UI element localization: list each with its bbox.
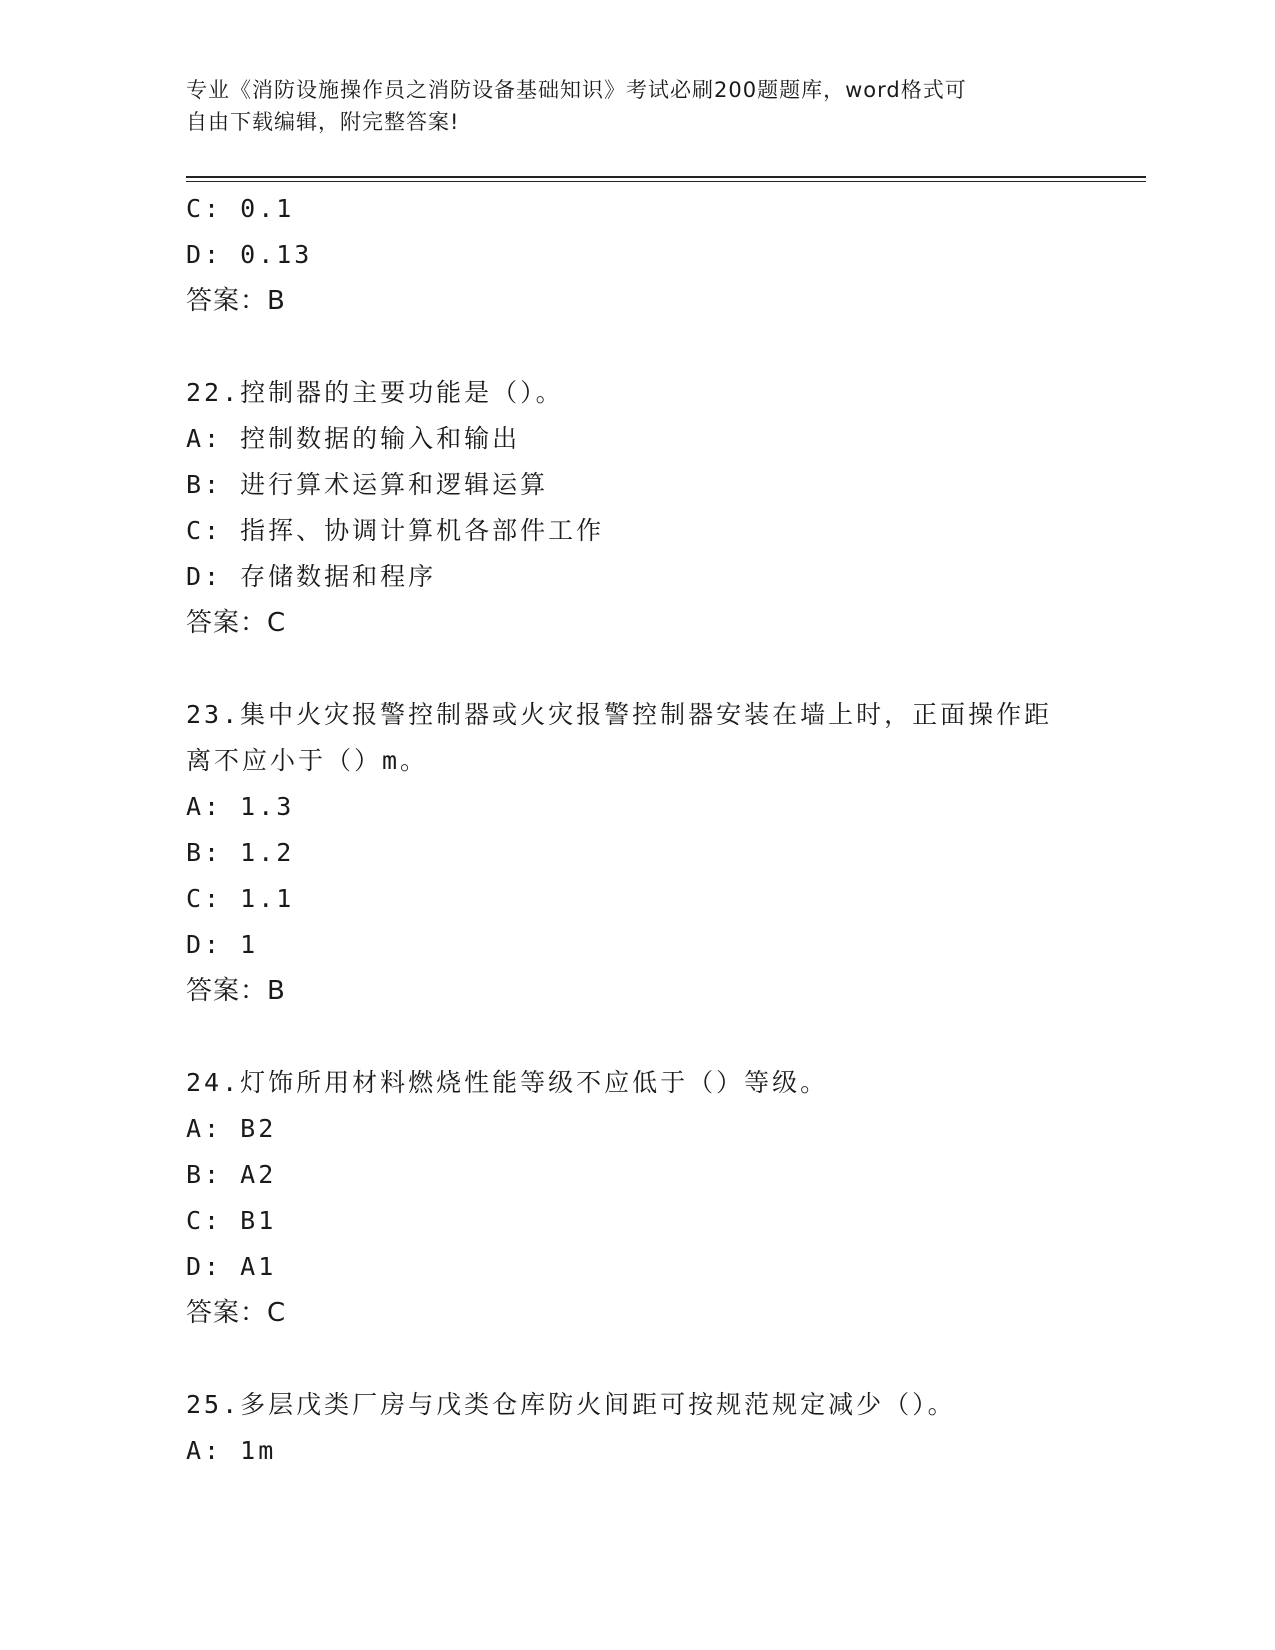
question-21-tail <box>186 186 1086 324</box>
option-d: D: A1 <box>186 1252 277 1281</box>
option-d: D: 存储数据和程序 <box>186 562 437 591</box>
question-22 <box>186 370 1086 646</box>
question-23 <box>186 692 1086 1014</box>
answer: 答案：B <box>186 976 286 1006</box>
answer: 答案：C <box>186 1298 287 1328</box>
question-24 <box>186 1060 1086 1336</box>
question-25 <box>186 1382 1086 1474</box>
option-a: A: 控制数据的输入和输出 <box>186 424 521 453</box>
option-c: C: B1 <box>186 1206 277 1235</box>
option-d: D: 1 <box>186 930 259 959</box>
question-text: 22.控制器的主要功能是（）。 <box>186 378 564 407</box>
answer: 答案：B <box>186 286 286 316</box>
option-d: D: 0.13 <box>186 240 313 269</box>
answer: 答案：C <box>186 608 287 638</box>
option-c: C: 0.1 <box>186 194 295 223</box>
document-header <box>186 74 1086 138</box>
header-line-1: 专业《消防设施操作员之消防设备基础知识》考试必刷200题题库，word格式可 <box>186 78 967 102</box>
option-c: C: 指挥、协调计算机各部件工作 <box>186 516 605 545</box>
option-c: C: 1.1 <box>186 884 295 913</box>
option-a: A: 1.3 <box>186 792 295 821</box>
question-text: 24.灯饰所用材料燃烧性能等级不应低于（）等级。 <box>186 1068 829 1097</box>
question-text: 25.多层戊类厂房与戊类仓库防火间距可按规范规定减少（）。 <box>186 1390 956 1419</box>
question-text-line-2: 离不应小于（）m。 <box>186 746 429 775</box>
option-b: B: 进行算术运算和逻辑运算 <box>186 470 549 499</box>
question-list <box>186 186 1086 1474</box>
option-a: A: 1m <box>186 1436 277 1465</box>
header-divider <box>186 176 1146 182</box>
question-text-line-1: 23.集中火灾报警控制器或火灾报警控制器安装在墙上时，正面操作距 <box>186 700 1053 729</box>
option-b: B: 1.2 <box>186 838 295 867</box>
option-b: B: A2 <box>186 1160 277 1189</box>
header-line-2: 自由下载编辑，附完整答案! <box>186 110 460 134</box>
option-a: A: B2 <box>186 1114 277 1143</box>
